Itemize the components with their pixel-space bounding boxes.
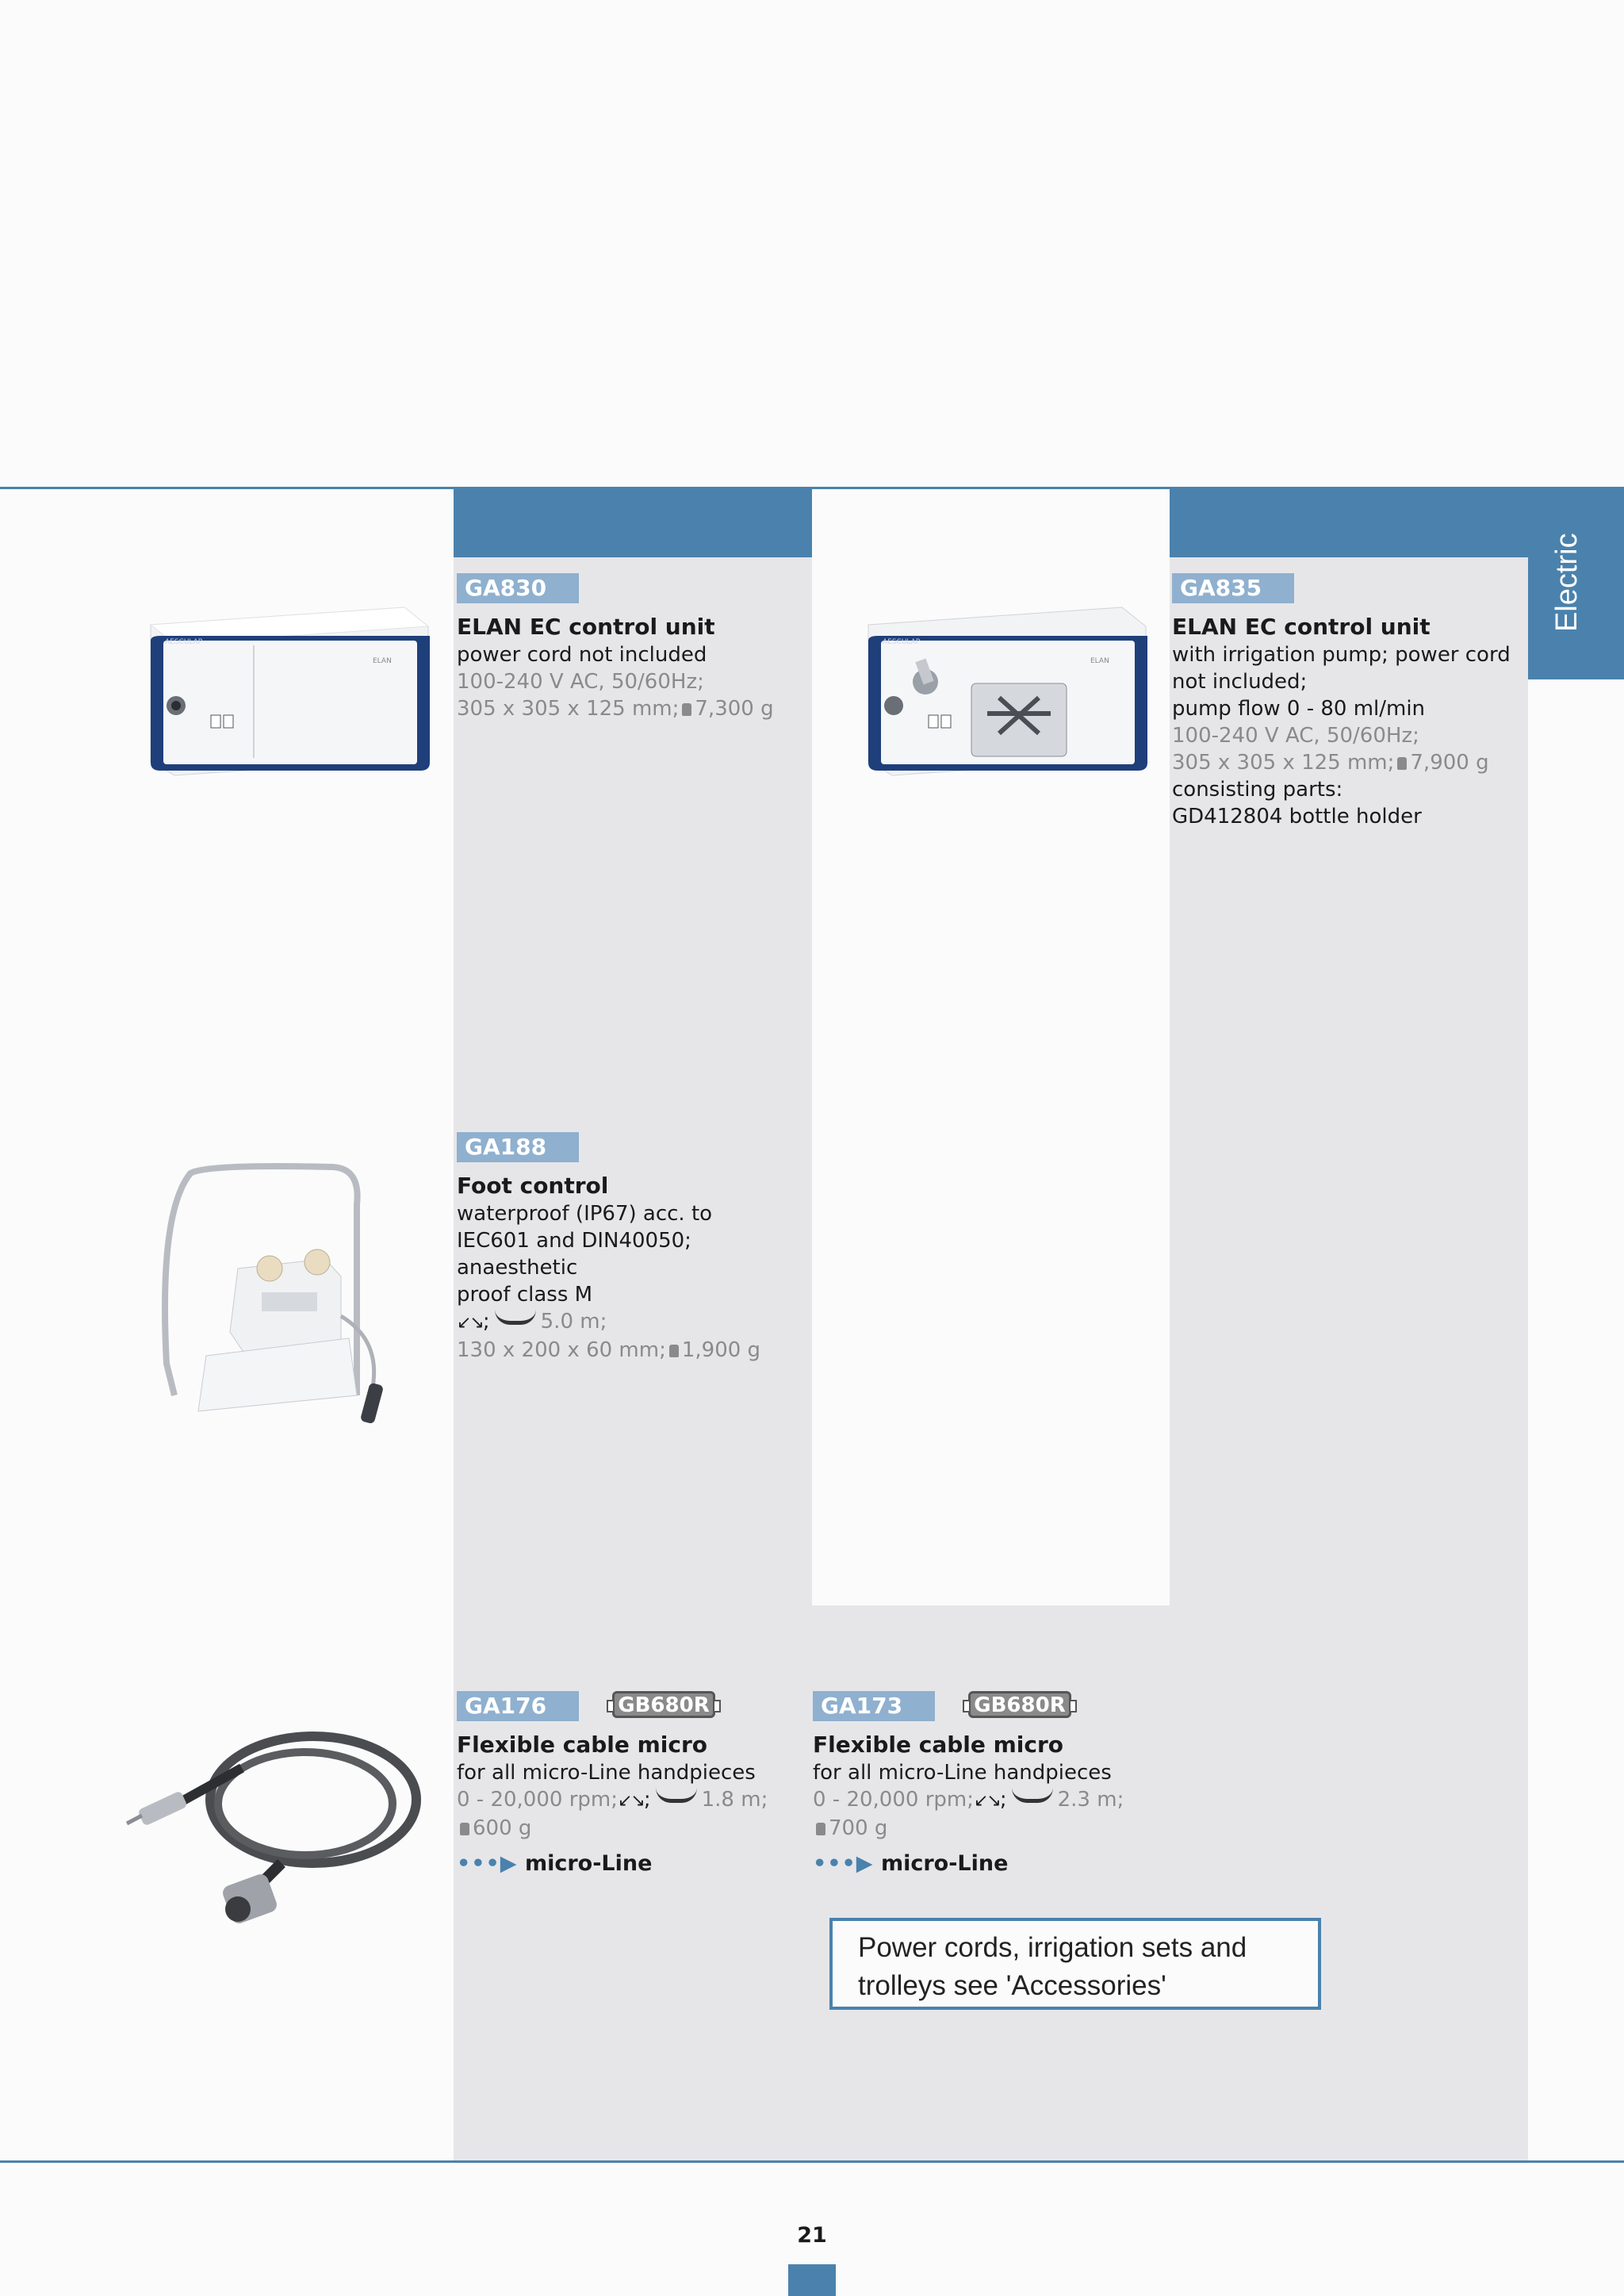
product-description-1: waterproof (IP67) acc. to [457,1202,713,1226]
product-dims-row [1172,749,1521,776]
cable-length-icon [656,1788,697,1803]
link-label: micro-Line [880,1851,1009,1876]
reference-badge[interactable]: GB680R [968,1691,1071,1718]
cable-length-icon [1012,1788,1053,1803]
product-dims-row [457,695,806,722]
column-header-1 [454,489,812,557]
product-cable-length: 2.3 m; [1057,1788,1124,1812]
section-tab[interactable] [1528,489,1624,679]
link-label: micro-Line [524,1851,653,1876]
product-dimensions: 305 x 305 x 125 mm; [1172,751,1395,775]
product-ga830 [457,573,806,722]
product-weight-row [457,1815,810,1842]
product-description-3: proof class M [457,1283,593,1307]
ga830-control-unit-image [119,595,436,777]
product-weight: 700 g [829,1816,888,1840]
product-pump-flow: pump flow 0 - 80 ml/min [1172,697,1426,721]
ga830-model-text: ELAN [373,657,392,665]
product-code: GA830 [457,573,579,603]
product-speed-row: 0 - 20,000 rpm;↙↘; 1.8 m; [457,1786,810,1815]
product-ga835 [1172,573,1521,830]
product-description: for all micro-Line handpieces [813,1761,1112,1785]
product-weight: 7,300 g [695,697,774,721]
ga835-control-unit-image [837,595,1154,777]
product-description-2: not included; [1172,670,1308,694]
product-speed-row: 0 - 20,000 rpm;↙↘; 2.3 m; [813,1786,1166,1815]
accessories-note: Power cords, irrigation sets and trolleys see 'Accessories' [829,1918,1321,2010]
product-ga173 [813,1691,1166,1876]
product-speed: 0 - 20,000 rpm; [813,1788,974,1812]
product-weight-row [813,1815,1166,1842]
product-parts-label: consisting parts: [1172,778,1343,802]
product-voltage: 100-240 V AC, 50/60Hz; [1172,724,1419,748]
weight-icon [460,1823,469,1835]
product-code: GA835 [1172,573,1294,603]
micro-line-link[interactable] [813,1851,1166,1876]
ga835-brand-text: AESCULAP [883,638,921,646]
rotation-both-icon: ↙↘ [457,1313,483,1333]
product-ga188 [457,1132,810,1364]
product-description: for all micro-Line handpieces [457,1761,756,1785]
ga188-foot-control-image [143,1158,420,1443]
product-weight: 600 g [473,1816,532,1840]
product-parts: GD412804 bottle holder [1172,805,1422,828]
weight-icon [669,1345,679,1357]
product-dimensions: 130 x 200 x 60 mm; [457,1338,666,1362]
product-description: power cord not included [457,643,707,667]
product-cable-row: ↙↘; 5.0 m; [457,1308,810,1337]
flexible-cable-image [123,1712,440,1927]
page-marker [788,2264,836,2296]
product-title: Foot control [457,1173,609,1199]
product-title: ELAN EC control unit [457,614,715,640]
product-speed: 0 - 20,000 rpm; [457,1788,618,1812]
arrow-right-icon: •••▶ [813,1851,874,1876]
weight-icon [1397,757,1407,770]
rotation-both-icon: ↙↘ [617,1791,644,1811]
section-tab-label: Electric [1550,533,1584,632]
product-weight: 7,900 g [1410,751,1489,775]
reference-badge[interactable]: GB680R [612,1691,715,1718]
ga830-brand-text: AESCULAP [165,638,203,646]
product-description-1: with irrigation pump; power cord [1172,643,1511,667]
product-title: Flexible cable micro [813,1732,1064,1758]
page-number: 21 [797,2223,827,2248]
product-title: ELAN EC control unit [1172,614,1431,640]
product-code: GA176 [457,1691,579,1721]
product-title: Flexible cable micro [457,1732,708,1758]
product-weight: 1,900 g [681,1338,761,1362]
micro-line-link[interactable] [457,1851,810,1876]
column-header-3 [1170,489,1528,557]
weight-icon [816,1823,825,1835]
product-cable-length: 5.0 m; [540,1310,607,1334]
product-voltage: 100-240 V AC, 50/60Hz; [457,670,704,694]
product-cable-length: 1.8 m; [701,1788,768,1812]
bottom-divider [0,2160,1624,2163]
product-code: GA173 [813,1691,935,1721]
product-code: GA188 [457,1132,579,1162]
arrow-right-icon: •••▶ [457,1851,518,1876]
rotation-both-icon: ↙↘ [973,1791,1000,1811]
ga835-model-text: ELAN [1090,657,1109,665]
product-ga176 [457,1691,810,1876]
cable-length-icon [495,1310,536,1325]
weight-icon [682,703,691,716]
product-description-2: IEC601 and DIN40050; anaesthetic [457,1229,691,1280]
product-dims-row [457,1337,810,1364]
product-dimensions: 305 x 305 x 125 mm; [457,697,680,721]
